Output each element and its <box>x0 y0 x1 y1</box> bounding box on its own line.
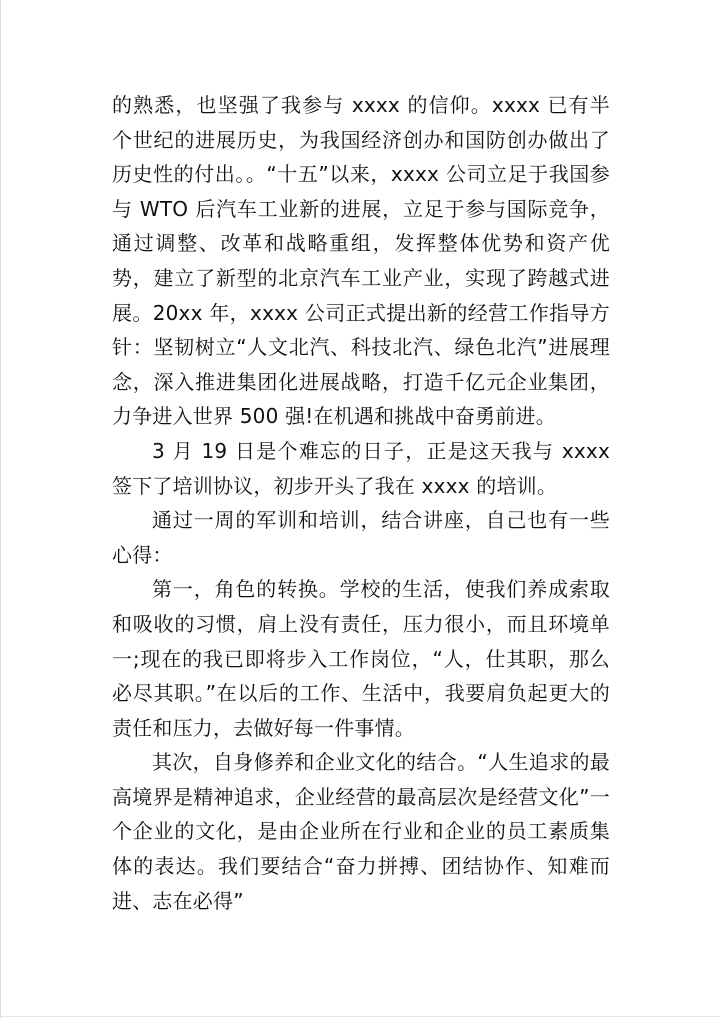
paragraph-history: 的熟悉，也坚强了我参与 xxxx 的信仰。xxxx 已有半个世纪的进展历史，为我国经济创办和国防创办做出了历史性的付出。。“十五”以来，xxxx 公司立足于我国参与 WTO 后汽车工业新的进展，立足于参与国际竞争，通过调整、改革和战略重组，发挥整体优势和资产优势，建立了新型的北京汽车工业产业，实现了跨越式进展。20xx 年，xxxx 公司正式提出新的经营工作指导方针：坚韧树立“人文北汽、科技北汽、绿色北汽”进展理念，深入推进集团化进展战略，打造千亿元企业集团，力争进入世界 500 强!在机遇和挑战中奋勇前进。 <box>112 93 610 429</box>
paragraph-role-change: 第一，角色的转换。学校的生活，使我们养成索取和吸收的习惯，肩上没有责任，压力很小，而且环境单一;现在的我已即将步入工作岗位，“人，仕其职，那么必尽其职。”在以后的工作、生活中，我要肩负起更大的责任和压力，去做好每一件事情。 <box>112 577 610 740</box>
paragraph-training-agreement: 3 月 19 日是个难忘的日子，正是这天我与 xxxx 签下了培训协议，初步开头了我在 xxxx 的培训。 <box>112 438 610 498</box>
paragraph-corporate-culture: 其次，自身修养和企业文化的结合。“人生追求的最高境界是精神追求，企业经营的最高层次是经营文化”一个企业的文化，是由企业所在行业和企业的员工素质集体的表达。我们要结合“奋力拼搏、团结协作、知难而进、志在必得” <box>112 750 610 913</box>
page-bottom-edge <box>1 1016 720 1017</box>
document-body <box>112 88 610 918</box>
paragraph-reflections-intro: 通过一周的军训和培训，结合讲座，自己也有一些心得： <box>112 508 610 567</box>
